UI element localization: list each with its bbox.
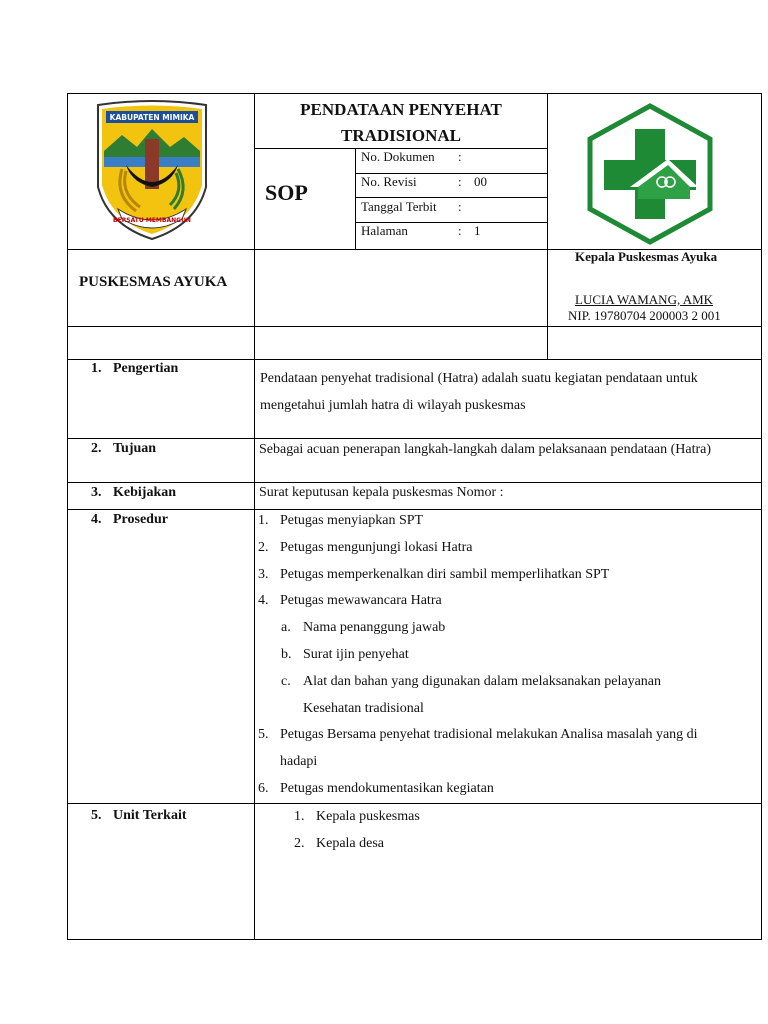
- section-label: Unit Terkait: [113, 808, 187, 823]
- pengertian-line-1: Pendataan penyehat tradisional (Hatra) adalah suatu kegiatan pendataan untuk: [260, 371, 698, 386]
- list-item-text: Petugas memperkenalkan diri sambil memperlihatkan SPT: [280, 567, 610, 582]
- list-item-number: 6.: [258, 781, 269, 796]
- list-item-number: a.: [281, 620, 291, 635]
- section-label: Pengertian: [113, 361, 179, 376]
- section-num: 5.: [91, 808, 102, 823]
- list-item-text: Petugas mengunjungi lokasi Hatra: [280, 540, 473, 555]
- section-label: Tujuan: [113, 441, 157, 456]
- list-item-number: b.: [281, 647, 292, 662]
- list-item: [281, 701, 424, 717]
- list-item: [258, 513, 423, 529]
- list-item-text: Petugas menyiapkan SPT: [280, 513, 424, 528]
- list-item-number: c.: [281, 674, 291, 689]
- section-label: Kebijakan: [113, 485, 177, 500]
- list-item-number: 1.: [258, 513, 269, 528]
- section-label-unit-terkait: [91, 808, 187, 824]
- list-item-number: 2.: [258, 540, 269, 555]
- doc-field-value: 00: [474, 174, 487, 189]
- document-title-line2: TRADISIONAL: [341, 126, 461, 145]
- list-item: [258, 593, 442, 609]
- list-item: [281, 620, 445, 636]
- head-title: Kepala Puskesmas Ayuka: [575, 249, 718, 264]
- list-item-text: Alat dan bahan yang digunakan dalam melaksanakan pelayanan: [303, 674, 662, 689]
- list-item-text: Petugas mewawancara Hatra: [280, 593, 442, 608]
- list-item-text: Nama penanggung jawab: [303, 620, 446, 635]
- section-num: 4.: [91, 512, 102, 527]
- list-item: [258, 754, 317, 770]
- list-item-number: 5.: [258, 727, 269, 742]
- list-item-text: Petugas Bersama penyehat tradisional melakukan Analisa masalah yang di: [280, 727, 698, 742]
- doc-field-sep: :: [458, 223, 462, 238]
- section-label-tujuan: [91, 441, 156, 457]
- list-item-number: 2.: [294, 836, 305, 851]
- section-num: 3.: [91, 485, 102, 500]
- list-item: [258, 567, 609, 583]
- section-label: Prosedur: [113, 512, 168, 527]
- org-name: PUSKESMAS AYUKA: [79, 274, 228, 290]
- tujuan-text: Sebagai acuan penerapan langkah-langkah dalam pelaksanaan pendataan (Hatra): [259, 442, 712, 457]
- list-item-number: 3.: [258, 567, 269, 582]
- section-label-kebijakan: [91, 485, 176, 501]
- list-item-text: Kepala puskesmas: [316, 809, 420, 824]
- logo-text-bottom: BERSATU MEMBANGUN: [113, 217, 191, 224]
- list-item-text: Kesehatan tradisional: [303, 701, 424, 716]
- doc-field-sep: :: [458, 174, 462, 189]
- list-item-number: 1.: [294, 809, 305, 824]
- list-item: [258, 540, 472, 556]
- list-item: [258, 781, 494, 797]
- section-num: 2.: [91, 441, 102, 456]
- section-label-pengertian: [91, 361, 178, 377]
- list-item-text: Kepala desa: [316, 836, 385, 851]
- list-item: [281, 647, 409, 663]
- doc-field-label: Tanggal Terbit: [361, 199, 437, 214]
- doc-field-label: Halaman: [361, 223, 408, 238]
- logo-text-top: KABUPATEN MIMIKA: [109, 113, 195, 122]
- list-item: [294, 836, 384, 852]
- list-item-text: hadapi: [280, 754, 318, 769]
- section-num: 1.: [91, 361, 102, 376]
- kebijakan-text: Surat keputusan kepala puskesmas Nomor :: [259, 485, 504, 500]
- list-item: [258, 727, 698, 743]
- doc-field-value: 1: [474, 223, 481, 238]
- doc-field-sep: :: [458, 149, 462, 164]
- list-item-text: Surat ijin penyehat: [303, 647, 409, 662]
- doc-field-label: No. Revisi: [361, 174, 417, 189]
- kabupaten-mimika-logo: [92, 99, 212, 243]
- puskesmas-logo: [586, 103, 714, 245]
- list-item: [281, 674, 661, 690]
- doc-field-sep: :: [458, 199, 462, 214]
- document-title-line1: PENDATAAN PENYEHAT: [300, 100, 502, 119]
- head-nip: NIP. 19780704 200003 2 001: [568, 308, 721, 323]
- doc-field-label: No. Dokumen: [361, 149, 435, 164]
- pengertian-line-2: mengetahui jumlah hatra di wilayah puskesmas: [260, 398, 526, 413]
- head-name: LUCIA WAMANG, AMK: [575, 292, 714, 307]
- list-item-number: 4.: [258, 593, 269, 608]
- section-label-prosedur: [91, 512, 168, 528]
- sop-label: SOP: [265, 180, 308, 205]
- list-item-text: Petugas mendokumentasikan kegiatan: [280, 781, 494, 796]
- list-item: [294, 809, 420, 825]
